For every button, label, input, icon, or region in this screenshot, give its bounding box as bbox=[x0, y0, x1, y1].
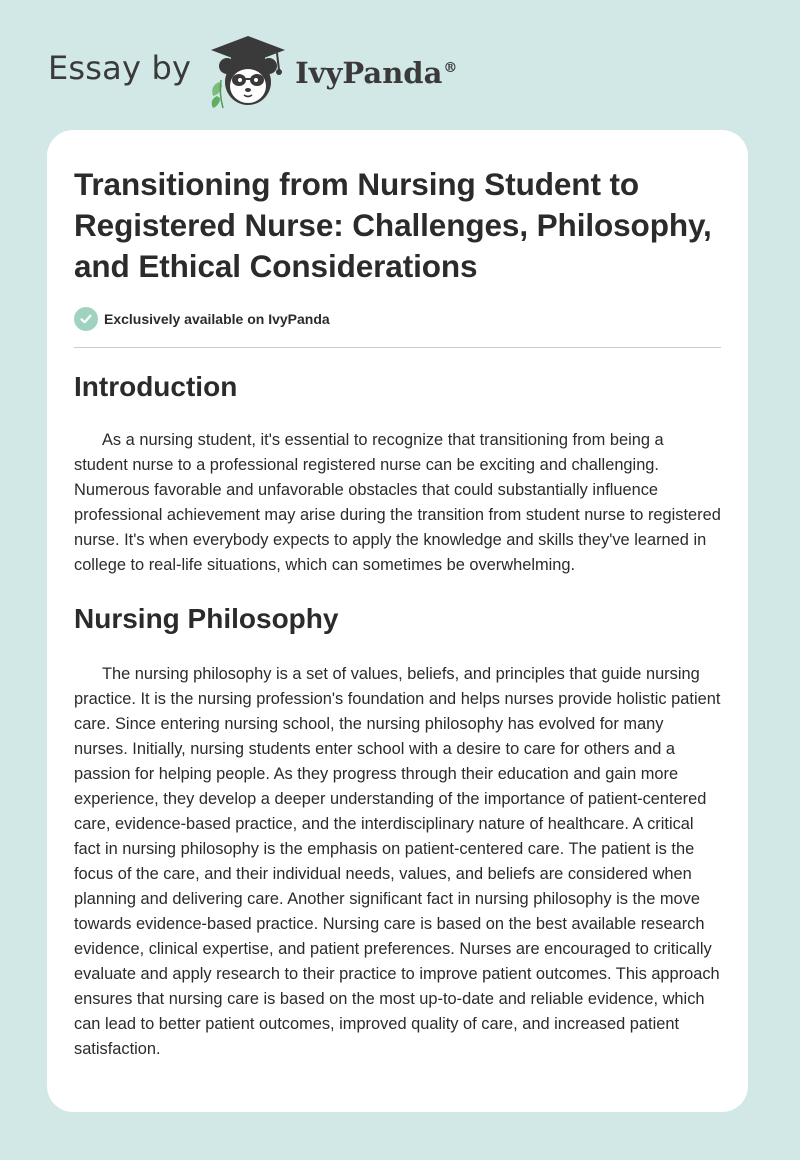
exclusive-badge bbox=[74, 307, 721, 331]
essay-card bbox=[47, 130, 748, 1112]
exclusive-badge-text: Exclusively available on IvyPanda bbox=[104, 311, 330, 327]
check-icon bbox=[74, 307, 98, 331]
brand-name: IvyPanda® bbox=[295, 56, 458, 90]
divider bbox=[74, 347, 721, 348]
section-heading: Introduction bbox=[74, 371, 238, 402]
brand-logo[interactable] bbox=[48, 34, 457, 110]
panda-mascot-icon bbox=[205, 34, 291, 110]
section-introduction bbox=[74, 370, 721, 578]
section-nursing-philosophy bbox=[74, 602, 721, 1062]
section-paragraph: The nursing philosophy is a set of values, beliefs, and principles that guide nursing practice. It is the nursing profession's foundation and helps nurses provide holistic patient care. Since entering nursing school, the nursing philosophy has evolved for many nurses. Initially, nursing students enter school with a desire to care for others and a passion for helping people. As they progress through their education and gain more experience, they develop a deeper understanding of the importance of patient-centered care, evidence-based practice, and the interdisciplinary nature of healthcare. A critical fact in nursing philosophy is the emphasis on patient-centered care. The patient is the focus of the care, and their individual needs, values, and beliefs are considered when planning and delivering care. Another significant fact in nursing philosophy is the move towards evidence-based practice. Nursing care is based on the best available research evidence, clinical expertise, and patient preferences. Nurses are encouraged to critically evaluate and apply research to their practice to improve patient outcomes. This approach ensures that nursing care is based on the most up-to-date and reliable evidence, which can lead to better patient outcomes, improved quality of care, and increased patient satisfaction. bbox=[74, 665, 721, 1058]
section-heading: Nursing Philosophy bbox=[74, 603, 339, 634]
essay-title: Transitioning from Nursing Student to Registered Nurse: Challenges, Philosophy, and Ethical Considerations bbox=[74, 166, 712, 284]
section-paragraph: As a nursing student, it's essential to recognize that transitioning from being a student nurse to a professional registered nurse can be exciting and challenging. Numerous favorable and unfavorable obstacles that could substantially influence professional achievement may arise during the transition from student nurse to registered nurse. It's when everybody expects to apply the knowledge and skills they've learned in college to real-life situations, which can sometimes be overwhelming. bbox=[74, 431, 721, 574]
brand-prefix: Essay by bbox=[48, 49, 192, 87]
